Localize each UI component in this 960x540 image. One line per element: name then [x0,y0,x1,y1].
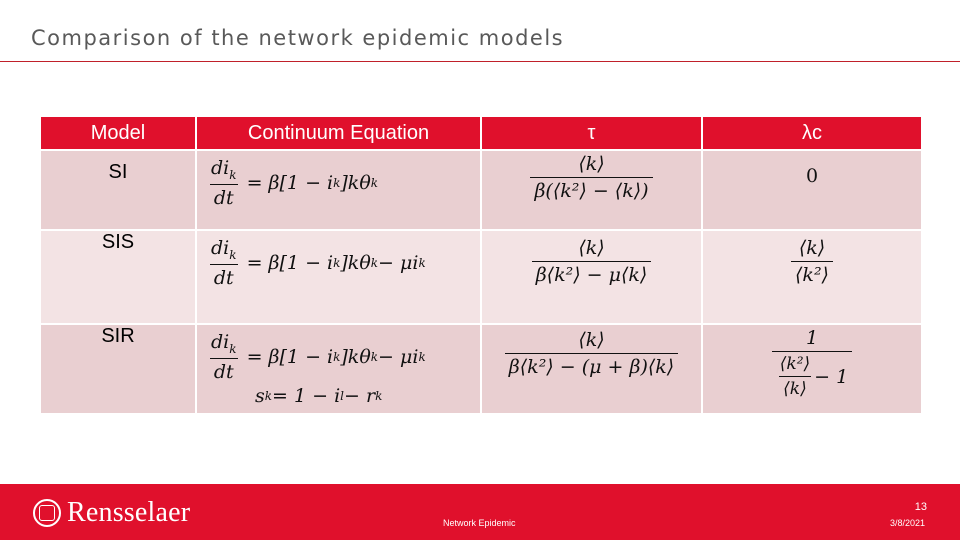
table-header-row [40,116,922,150]
lambda-sis: $\frac{⟨k⟩}{\text{⟨k²⟩}}$ [703,231,921,286]
tau-cell-sir [481,324,702,414]
slide-title: Comparison of the network epidemic models [31,26,565,50]
tau-sis: $\frac{⟨k⟩}{\text{β⟨k²⟩ − μ⟨k⟩}}$ [482,231,701,286]
model-name-sir: SIR [40,324,196,414]
logo-wordmark: Rensselaer [67,497,191,528]
table-row [40,324,922,414]
lambda-sir: 1 $\frac{\text{⟨k²⟩}}{⟨k⟩}$ − 1 [703,325,921,399]
table-row [40,230,922,324]
seal-icon [33,499,61,527]
tau-si: $\frac{⟨k⟩}{\text{β(⟨k²⟩ − ⟨k⟩)}}$ [482,151,701,202]
header-continuum-equation: Continuum Equation [196,116,481,150]
tau-cell-sis [481,230,702,324]
model-comparison-table [39,115,923,415]
table-row [40,150,922,230]
lambda-cell-sis [702,230,922,324]
lambda-cell-si [702,150,922,230]
equation-cell-sir [196,324,481,414]
page-number: 13 [914,501,927,513]
lambda-si: 0 [805,165,819,187]
equation-si: $\frac{di_k}{dt}$ = β[1 − i k ]kθ k [211,157,379,209]
tau-cell-si [481,150,702,230]
title-divider [0,61,960,62]
equation-sir-susceptible: s k = 1 − i l − r k [255,384,383,407]
header-model: Model [40,116,196,150]
model-name-si: SI [40,150,196,230]
header-lambda-c: λc [702,116,922,150]
header-tau: τ [481,116,702,150]
model-name-sis: SIS [40,230,196,324]
equation-cell-si [196,150,481,230]
equation-sir: $\frac{di_k}{dt}$ = β[1 − i k ]kθ k − μi k [211,331,426,383]
rensselaer-logo [33,497,190,529]
equation-sis: $\frac{di_k}{dt}$ = β[1 − i k ]kθ k − μi k [211,237,426,289]
lambda-cell-sir [702,324,922,414]
equation-cell-sis [196,230,481,324]
footer-label: Network Epidemic [443,518,516,528]
tau-sir: $\frac{⟨k⟩}{\text{β⟨k²⟩ − (μ + β)⟨k⟩}}$ [482,325,701,378]
footer-date: 3/8/2021 [889,518,925,528]
